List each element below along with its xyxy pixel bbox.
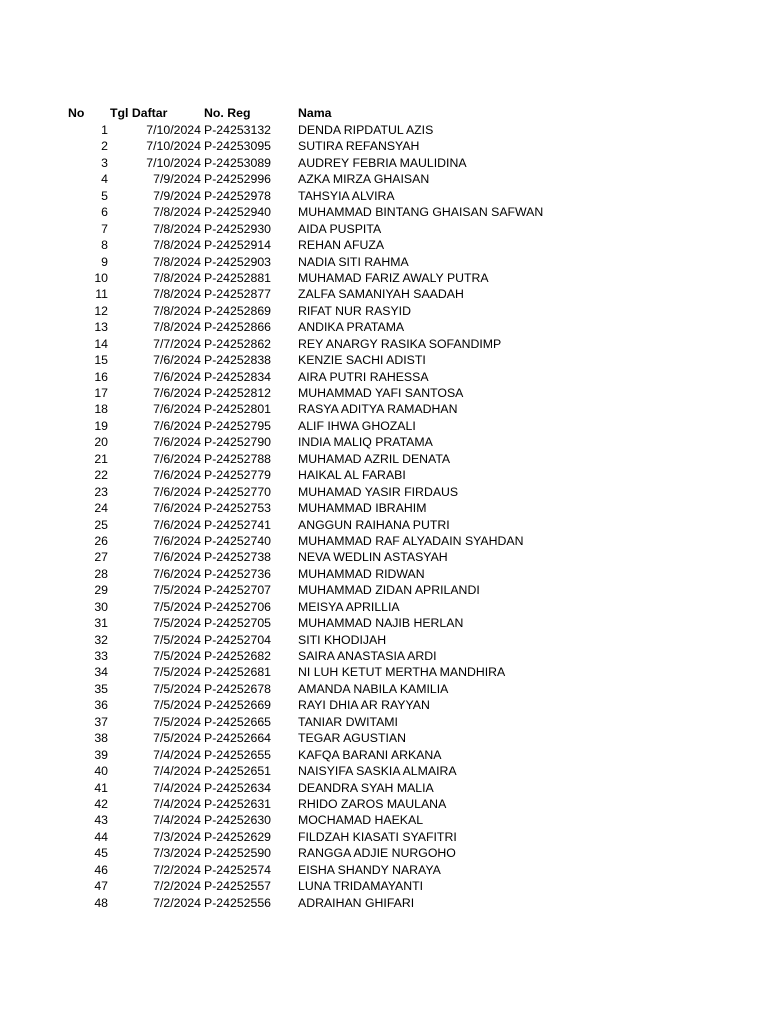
row-no-reg: P-24252903 (204, 254, 272, 269)
row-tgl-daftar: 7/6/2024 (153, 353, 201, 368)
row-nama: HAIKAL AL FARABI (298, 468, 406, 483)
table-row (0, 237, 768, 253)
row-no-reg: P-24252779 (204, 468, 272, 483)
row-nama: RIFAT NUR RASYID (298, 303, 411, 318)
row-nama: REHAN AFUZA (298, 238, 385, 253)
table-row (0, 138, 768, 154)
row-number: 47 (94, 879, 108, 894)
row-tgl-daftar: 7/6/2024 (153, 501, 201, 516)
row-tgl-daftar: 7/8/2024 (153, 303, 201, 318)
row-no-reg: P-24252812 (204, 386, 272, 400)
row-nama: MUHAMMAD RAF ALYADAIN SYAHDAN (298, 533, 524, 548)
row-no-reg: P-24252881 (204, 270, 272, 285)
table-row (0, 385, 768, 401)
row-nama: DEANDRA SYAH MALIA (298, 780, 434, 795)
row-tgl-daftar: 7/6/2024 (153, 435, 201, 450)
table-row (0, 254, 768, 270)
row-number: 43 (94, 813, 108, 828)
row-no-reg: P-24252978 (204, 188, 272, 203)
row-no-reg: P-24252753 (204, 501, 272, 516)
row-tgl-daftar: 7/9/2024 (153, 188, 201, 203)
row-tgl-daftar: 7/3/2024 (153, 829, 201, 844)
row-nama: MUHAMMAD NAJIB HERLAN (298, 616, 464, 631)
row-no-reg: P-24252651 (204, 764, 272, 779)
table-row (0, 829, 768, 845)
table-row (0, 714, 768, 730)
row-tgl-daftar: 7/2/2024 (153, 879, 201, 894)
row-nama: AMANDA NABILA KAMILIA (298, 681, 449, 696)
row-nama: MUHAMMAD BINTANG GHAISAN SAFWAN (298, 205, 544, 220)
table-row (0, 549, 768, 565)
table-row (0, 780, 768, 796)
row-nama: ANGGUN RAIHANA PUTRI (298, 517, 450, 532)
row-tgl-daftar: 7/8/2024 (153, 287, 201, 302)
row-tgl-daftar: 7/6/2024 (153, 451, 201, 466)
row-number: 12 (94, 303, 108, 318)
table-row (0, 533, 768, 549)
row-tgl-daftar: 7/8/2024 (153, 205, 201, 220)
row-tgl-daftar: 7/4/2024 (153, 796, 201, 811)
table-row (0, 155, 768, 171)
row-tgl-daftar: 7/9/2024 (153, 172, 201, 187)
row-tgl-daftar: 7/2/2024 (153, 895, 201, 910)
table-row (0, 763, 768, 779)
row-tgl-daftar: 7/5/2024 (153, 681, 201, 696)
row-tgl-daftar: 7/8/2024 (153, 320, 201, 335)
row-tgl-daftar: 7/4/2024 (153, 813, 201, 828)
row-no-reg: P-24252669 (204, 698, 272, 713)
table-row (0, 681, 768, 697)
row-no-reg: P-24252740 (204, 533, 272, 548)
row-tgl-daftar: 7/5/2024 (153, 665, 201, 680)
row-tgl-daftar: 7/6/2024 (153, 418, 201, 433)
row-no-reg: P-24252788 (204, 451, 272, 466)
row-number: 7 (101, 221, 108, 236)
table-row (0, 697, 768, 713)
row-number: 33 (94, 649, 108, 663)
row-nama: MUHAMAD FARIZ AWALY PUTRA (298, 270, 489, 285)
row-nama: SUTIRA REFANSYAH (298, 139, 420, 154)
table-row (0, 484, 768, 500)
row-number: 14 (94, 336, 108, 351)
row-number: 11 (95, 287, 108, 302)
row-no-reg: P-24252704 (204, 632, 272, 647)
row-no-reg: P-24252869 (204, 303, 272, 318)
table-row (0, 418, 768, 434)
row-number: 48 (94, 895, 108, 910)
table-row (0, 517, 768, 533)
row-nama: TAHSYIA ALVIRA (298, 188, 395, 203)
row-number: 18 (94, 402, 108, 417)
row-number: 45 (94, 846, 108, 861)
row-nama: FILDZAH KIASATI SYAFITRI (298, 829, 457, 844)
row-nama: MUHAMMAD RIDWAN (298, 566, 425, 581)
row-no-reg: P-24252866 (204, 320, 272, 335)
table-row (0, 303, 768, 319)
table-row (0, 862, 768, 878)
row-nama: NEVA WEDLIN ASTASYAH (298, 550, 448, 565)
table-row (0, 582, 768, 598)
row-nama: TANIAR DWITAMI (298, 714, 398, 729)
row-no-reg: P-24252682 (204, 649, 272, 663)
table-row (0, 467, 768, 483)
row-number: 2 (101, 139, 108, 154)
row-no-reg: P-24252790 (204, 435, 272, 450)
table-row (0, 500, 768, 516)
row-nama: NI LUH KETUT MERTHA MANDHIRA (298, 665, 506, 680)
row-no-reg: P-24252630 (204, 813, 272, 828)
row-number: 41 (94, 780, 108, 795)
table-row (0, 730, 768, 746)
row-number: 27 (94, 550, 108, 565)
row-tgl-daftar: 7/8/2024 (153, 254, 201, 269)
row-number: 1 (101, 123, 108, 137)
row-no-reg: P-24252862 (204, 336, 272, 351)
row-number: 32 (94, 632, 108, 647)
table-row (0, 812, 768, 828)
row-number: 28 (94, 566, 108, 581)
column-header-nama: Nama (298, 106, 332, 120)
row-tgl-daftar: 7/5/2024 (153, 731, 201, 746)
row-tgl-daftar: 7/5/2024 (153, 583, 201, 598)
row-no-reg: P-24252629 (204, 829, 272, 844)
row-number: 38 (94, 731, 108, 746)
row-nama: DENDA RIPDATUL AZIS (298, 123, 434, 137)
row-number: 5 (101, 188, 108, 203)
row-nama: TEGAR AGUSTIAN (298, 731, 406, 746)
row-number: 4 (101, 172, 108, 187)
row-tgl-daftar: 7/6/2024 (153, 484, 201, 499)
row-no-reg: P-24252574 (204, 862, 272, 877)
row-number: 22 (94, 468, 108, 483)
table-row (0, 845, 768, 861)
row-no-reg: P-24252940 (204, 205, 272, 220)
row-tgl-daftar: 7/6/2024 (153, 369, 201, 384)
row-tgl-daftar: 7/4/2024 (153, 747, 201, 762)
row-tgl-daftar: 7/4/2024 (153, 764, 201, 779)
row-no-reg: P-24252834 (204, 369, 272, 384)
row-number: 21 (94, 451, 108, 466)
row-no-reg: P-24252738 (204, 550, 272, 565)
row-tgl-daftar: 7/8/2024 (153, 238, 201, 253)
table-row (0, 221, 768, 237)
row-number: 8 (101, 238, 108, 253)
row-no-reg: P-24252681 (204, 665, 272, 680)
row-nama: SITI KHODIJAH (298, 632, 387, 647)
row-number: 29 (94, 583, 108, 598)
row-no-reg: P-24252795 (204, 418, 272, 433)
table-row (0, 451, 768, 467)
row-number: 35 (94, 681, 108, 696)
table-row (0, 204, 768, 220)
row-number: 36 (94, 698, 108, 713)
row-tgl-daftar: 7/6/2024 (153, 386, 201, 400)
row-no-reg: P-24253095 (204, 139, 272, 154)
row-number: 17 (94, 386, 108, 400)
row-number: 3 (101, 155, 108, 170)
row-nama: MUHAMMAD YAFI SANTOSA (298, 386, 464, 400)
row-number: 15 (94, 353, 108, 368)
row-no-reg: P-24253132 (204, 123, 272, 137)
row-number: 13 (94, 320, 108, 335)
table-row (0, 878, 768, 894)
row-no-reg: P-24253089 (204, 155, 272, 170)
row-tgl-daftar: 7/10/2024 (146, 155, 201, 170)
row-nama: MUHAMAD AZRIL DENATA (298, 451, 451, 466)
table-row (0, 664, 768, 680)
row-tgl-daftar: 7/3/2024 (153, 846, 201, 861)
row-no-reg: P-24252706 (204, 599, 272, 614)
row-number: 20 (94, 435, 108, 450)
row-number: 25 (94, 517, 108, 532)
row-no-reg: P-24252631 (204, 796, 272, 811)
table-row (0, 319, 768, 335)
row-nama: ALIF IHWA GHOZALI (298, 418, 416, 433)
row-tgl-daftar: 7/8/2024 (153, 221, 201, 236)
row-tgl-daftar: 7/10/2024 (146, 123, 201, 137)
row-number: 19 (94, 418, 108, 433)
table-row (0, 122, 768, 138)
row-no-reg: P-24252707 (204, 583, 272, 598)
table-row (0, 632, 768, 648)
column-header-tgl-daftar: Tgl Daftar (110, 106, 168, 120)
row-number: 34 (94, 665, 108, 680)
table-header (0, 105, 768, 122)
row-nama: RASYA ADITYA RAMADHAN (298, 402, 458, 417)
row-nama: ZALFA SAMANIYAH SAADAH (298, 287, 464, 302)
row-tgl-daftar: 7/5/2024 (153, 698, 201, 713)
row-tgl-daftar: 7/5/2024 (153, 649, 201, 663)
row-tgl-daftar: 7/6/2024 (153, 517, 201, 532)
row-nama: REY ANARGY RASIKA SOFANDIMP (298, 336, 502, 351)
row-tgl-daftar: 7/6/2024 (153, 468, 201, 483)
row-no-reg: P-24252877 (204, 287, 272, 302)
row-number: 31 (94, 616, 108, 631)
table-row (0, 434, 768, 450)
row-tgl-daftar: 7/8/2024 (153, 270, 201, 285)
row-nama: MEISYA APRILLIA (298, 599, 400, 614)
row-no-reg: P-24252838 (204, 353, 272, 368)
row-no-reg: P-24252770 (204, 484, 272, 499)
row-tgl-daftar: 7/4/2024 (153, 780, 201, 795)
row-number: 44 (94, 829, 108, 844)
row-tgl-daftar: 7/5/2024 (153, 599, 201, 614)
table-row (0, 796, 768, 812)
row-number: 26 (94, 533, 108, 548)
row-nama: ANDIKA PRATAMA (298, 320, 405, 335)
row-tgl-daftar: 7/10/2024 (146, 139, 201, 154)
row-tgl-daftar: 7/6/2024 (153, 402, 201, 417)
table-row (0, 648, 768, 664)
row-no-reg: P-24252930 (204, 221, 272, 236)
row-nama: INDIA MALIQ PRATAMA (298, 435, 433, 450)
column-header-no-reg: No. Reg (204, 106, 251, 120)
row-number: 39 (94, 747, 108, 762)
row-nama: EISHA SHANDY NARAYA (298, 862, 441, 877)
row-tgl-daftar: 7/5/2024 (153, 632, 201, 647)
table-row (0, 369, 768, 385)
row-tgl-daftar: 7/2/2024 (153, 862, 201, 877)
registration-table (0, 105, 768, 911)
row-number: 23 (94, 484, 108, 499)
table-row (0, 188, 768, 204)
table-row (0, 270, 768, 286)
row-no-reg: P-24252678 (204, 681, 272, 696)
table-body (0, 122, 768, 911)
row-no-reg: P-24252705 (204, 616, 272, 631)
table-row (0, 566, 768, 582)
row-number: 46 (94, 862, 108, 877)
table-row (0, 401, 768, 417)
table-row (0, 747, 768, 763)
row-nama: RANGGA ADJIE NURGOHO (298, 846, 456, 861)
table-row (0, 615, 768, 631)
row-tgl-daftar: 7/6/2024 (153, 566, 201, 581)
row-number: 40 (94, 764, 108, 779)
row-tgl-daftar: 7/6/2024 (153, 533, 201, 548)
row-nama: MOCHAMAD HAEKAL (298, 813, 424, 828)
table-row (0, 286, 768, 302)
row-no-reg: P-24252665 (204, 714, 272, 729)
row-no-reg: P-24252996 (204, 172, 272, 187)
table-row (0, 336, 768, 352)
row-nama: RHIDO ZAROS MAULANA (298, 796, 447, 811)
row-no-reg: P-24252914 (204, 238, 272, 253)
row-nama: NADIA SITI RAHMA (298, 254, 409, 269)
row-nama: MUHAMAD YASIR FIRDAUS (298, 484, 459, 499)
row-nama: AUDREY FEBRIA MAULIDINA (298, 155, 467, 170)
row-nama: NAISYIFA SASKIA ALMAIRA (298, 764, 457, 779)
table-row (0, 171, 768, 187)
row-nama: KENZIE SACHI ADISTI (298, 353, 426, 368)
row-no-reg: P-24252741 (204, 517, 272, 532)
row-tgl-daftar: 7/6/2024 (153, 550, 201, 565)
row-number: 42 (94, 796, 108, 811)
row-no-reg: P-24252664 (204, 731, 272, 746)
row-tgl-daftar: 7/5/2024 (153, 616, 201, 631)
row-nama: ADRAIHAN GHIFARI (298, 895, 415, 910)
table-row (0, 895, 768, 911)
row-nama: MUHAMMAD IBRAHIM (298, 501, 427, 516)
row-tgl-daftar: 7/7/2024 (153, 336, 201, 351)
row-no-reg: P-24252556 (204, 895, 272, 910)
row-no-reg: P-24252655 (204, 747, 272, 762)
table-row (0, 352, 768, 368)
row-number: 37 (94, 714, 108, 729)
row-no-reg: P-24252557 (204, 879, 272, 894)
row-nama: RAYI DHIA AR RAYYAN (298, 698, 430, 713)
row-nama: MUHAMMAD ZIDAN APRILANDI (298, 583, 480, 598)
row-no-reg: P-24252590 (204, 846, 272, 861)
row-number: 24 (94, 501, 108, 516)
table-row (0, 599, 768, 615)
row-nama: KAFQA BARANI ARKANA (298, 747, 442, 762)
row-tgl-daftar: 7/5/2024 (153, 714, 201, 729)
row-number: 30 (94, 599, 108, 614)
row-nama: SAIRA ANASTASIA ARDI (298, 649, 437, 663)
row-nama: LUNA TRIDAMAYANTI (298, 879, 424, 894)
row-number: 16 (94, 369, 108, 384)
row-number: 10 (94, 270, 108, 285)
row-number: 9 (101, 254, 108, 269)
row-no-reg: P-24252634 (204, 780, 272, 795)
row-nama: AIRA PUTRI RAHESSA (298, 369, 429, 384)
row-no-reg: P-24252736 (204, 566, 272, 581)
row-no-reg: P-24252801 (204, 402, 272, 417)
row-nama: AIDA PUSPITA (298, 221, 382, 236)
column-header-no: No (68, 106, 85, 120)
row-nama: AZKA MIRZA GHAISAN (298, 172, 430, 187)
row-number: 6 (101, 205, 108, 220)
